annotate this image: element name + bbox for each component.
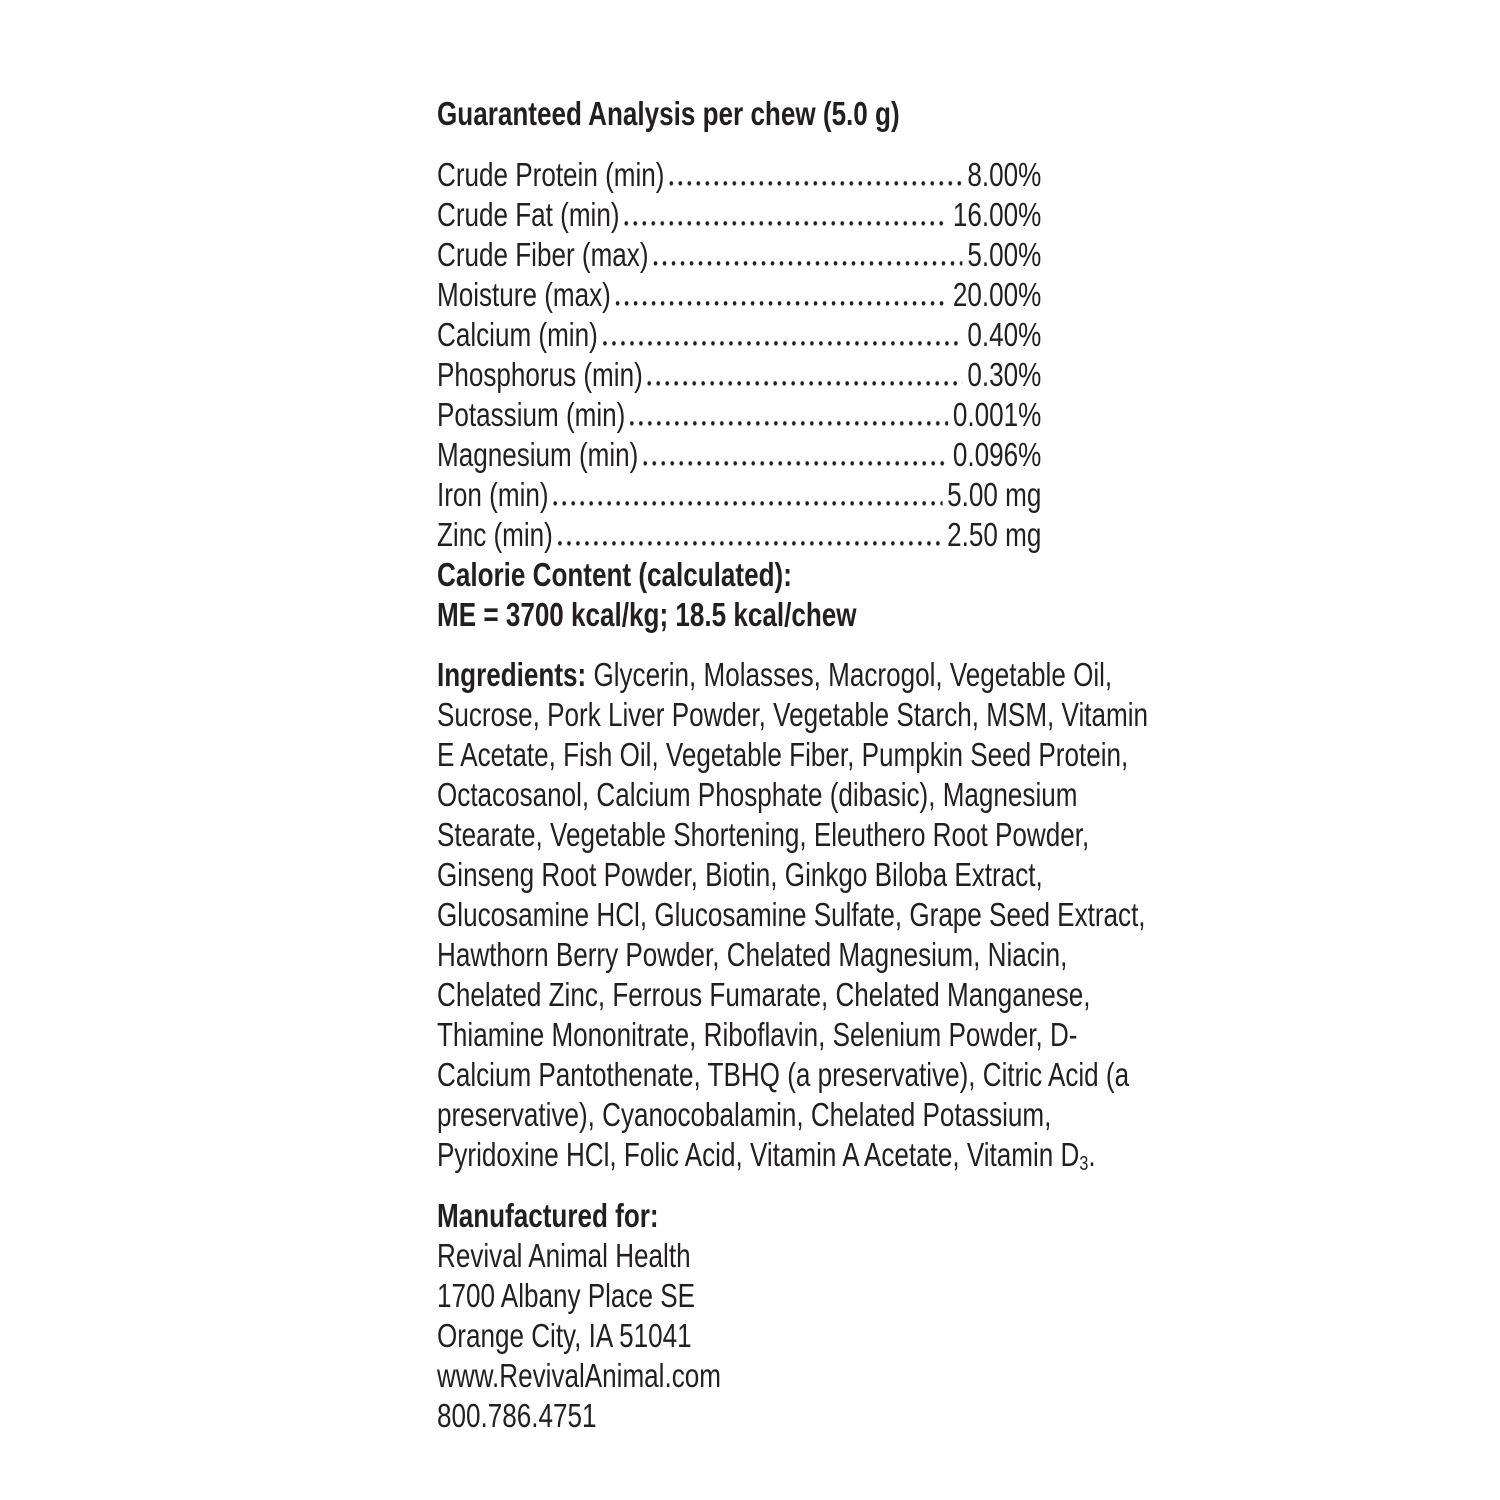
nutrient-label: Iron (min) xyxy=(437,476,549,513)
analysis-row-crude-fiber xyxy=(437,235,1041,275)
manufactured-for-heading: Manufactured for: xyxy=(437,1197,659,1234)
dot-leader xyxy=(558,541,943,546)
nutrient-label: Calcium (min) xyxy=(437,316,598,353)
vitamin-d3-subscript: 3 xyxy=(1079,1152,1089,1176)
analysis-row-potassium xyxy=(437,395,1041,435)
dot-leader xyxy=(553,501,942,506)
nutrient-value: 0.001% xyxy=(952,396,1042,433)
nutrient-label: Magnesium (min) xyxy=(437,436,639,473)
analysis-row-iron xyxy=(437,475,1041,515)
analysis-row-magnesium xyxy=(437,435,1041,475)
guaranteed-analysis-table xyxy=(437,155,1041,555)
dot-leader xyxy=(669,181,962,186)
dot-leader xyxy=(616,301,949,306)
nutrient-value: 5.00 mg xyxy=(947,476,1042,513)
nutrient-value: 16.00% xyxy=(952,196,1042,233)
manufacturer-city-state-zip: Orange City, IA 51041 xyxy=(437,1317,692,1354)
nutrient-value: 0.096% xyxy=(952,436,1042,473)
nutrient-value: 20.00% xyxy=(952,276,1042,313)
calorie-content-heading: Calorie Content (calculated): xyxy=(437,556,792,593)
dot-leader xyxy=(624,221,948,226)
nutrient-label: Moisture (max) xyxy=(437,276,611,313)
analysis-row-calcium xyxy=(437,315,1041,355)
nutrient-label: Zinc (min) xyxy=(437,516,553,553)
nutrient-value: 2.50 mg xyxy=(947,516,1042,553)
guaranteed-analysis-title: Guaranteed Analysis per chew (5.0 g) xyxy=(437,95,900,132)
analysis-row-crude-fat xyxy=(437,195,1041,235)
nutrient-label: Potassium (min) xyxy=(437,396,626,433)
manufacturer-phone: 800.786.4751 xyxy=(437,1397,597,1434)
analysis-row-moisture xyxy=(437,275,1041,315)
analysis-row-zinc xyxy=(437,515,1041,555)
manufacturer-street-address: 1700 Albany Place SE xyxy=(437,1277,695,1314)
nutrient-value: 5.00% xyxy=(967,236,1042,273)
ingredients-paragraph xyxy=(437,655,1161,1175)
nutrient-value: 0.30% xyxy=(967,356,1042,393)
supplement-label-panel xyxy=(437,94,1172,1436)
nutrient-value: 0.40% xyxy=(967,316,1042,353)
nutrient-label: Crude Fat (min) xyxy=(437,196,620,233)
manufacturer-block xyxy=(437,1196,1172,1436)
ingredients-label: Ingredients: xyxy=(437,656,587,693)
dot-leader xyxy=(653,261,962,266)
calorie-content-value: ME = 3700 kcal/kg; 18.5 kcal/chew xyxy=(437,596,857,633)
manufacturer-website: www.RevivalAnimal.com xyxy=(437,1357,721,1394)
calorie-content-block xyxy=(437,555,1041,635)
dot-leader xyxy=(647,381,962,386)
dot-leader xyxy=(643,461,948,466)
nutrient-label: Crude Protein (min) xyxy=(437,156,665,193)
nutrient-label: Phosphorus (min) xyxy=(437,356,643,393)
analysis-row-phosphorus xyxy=(437,355,1041,395)
nutrient-label: Crude Fiber (max) xyxy=(437,236,649,273)
analysis-row-crude-protein xyxy=(437,155,1041,195)
dot-leader xyxy=(603,341,963,346)
manufacturer-name: Revival Animal Health xyxy=(437,1237,691,1274)
nutrient-value: 8.00% xyxy=(967,156,1042,193)
dot-leader xyxy=(630,421,948,426)
ingredients-period: . xyxy=(1088,1136,1096,1173)
ingredients-text: Glycerin, Molasses, Macrogol, Vegetable Oil, Sucrose, Pork Liver Powder, Vegetable Starch, MSM, Vitamin E Acetate, Fish Oil, Vegetable Fiber, Pumpkin Seed Protein, Octacosanol, Calcium Phosphate (dibasic), Magnesium Stearate, Vegetable Shortening, Eleuthero Root Powder, Ginseng Root Powder, Biotin, Ginkgo Biloba Extract, Glucosamine HCl, Glucosamine Sulfate, Grape Seed Extract, Hawthorn Berry Powder, Chelated Magnesium, Niacin, Chelated Zinc, Ferrous Fumarate, Chelated Manganese, Thiamine Mononitrate, Riboflavin, Selenium Powder, D-Calcium Pantothenate, TBHQ (a preservative), Citric Acid (a preservative), Cyanocobalamin, Chelated Potassium, Pyridoxine HCl, Folic Acid, Vitamin A Acetate, Vitamin D xyxy=(437,656,1148,1173)
